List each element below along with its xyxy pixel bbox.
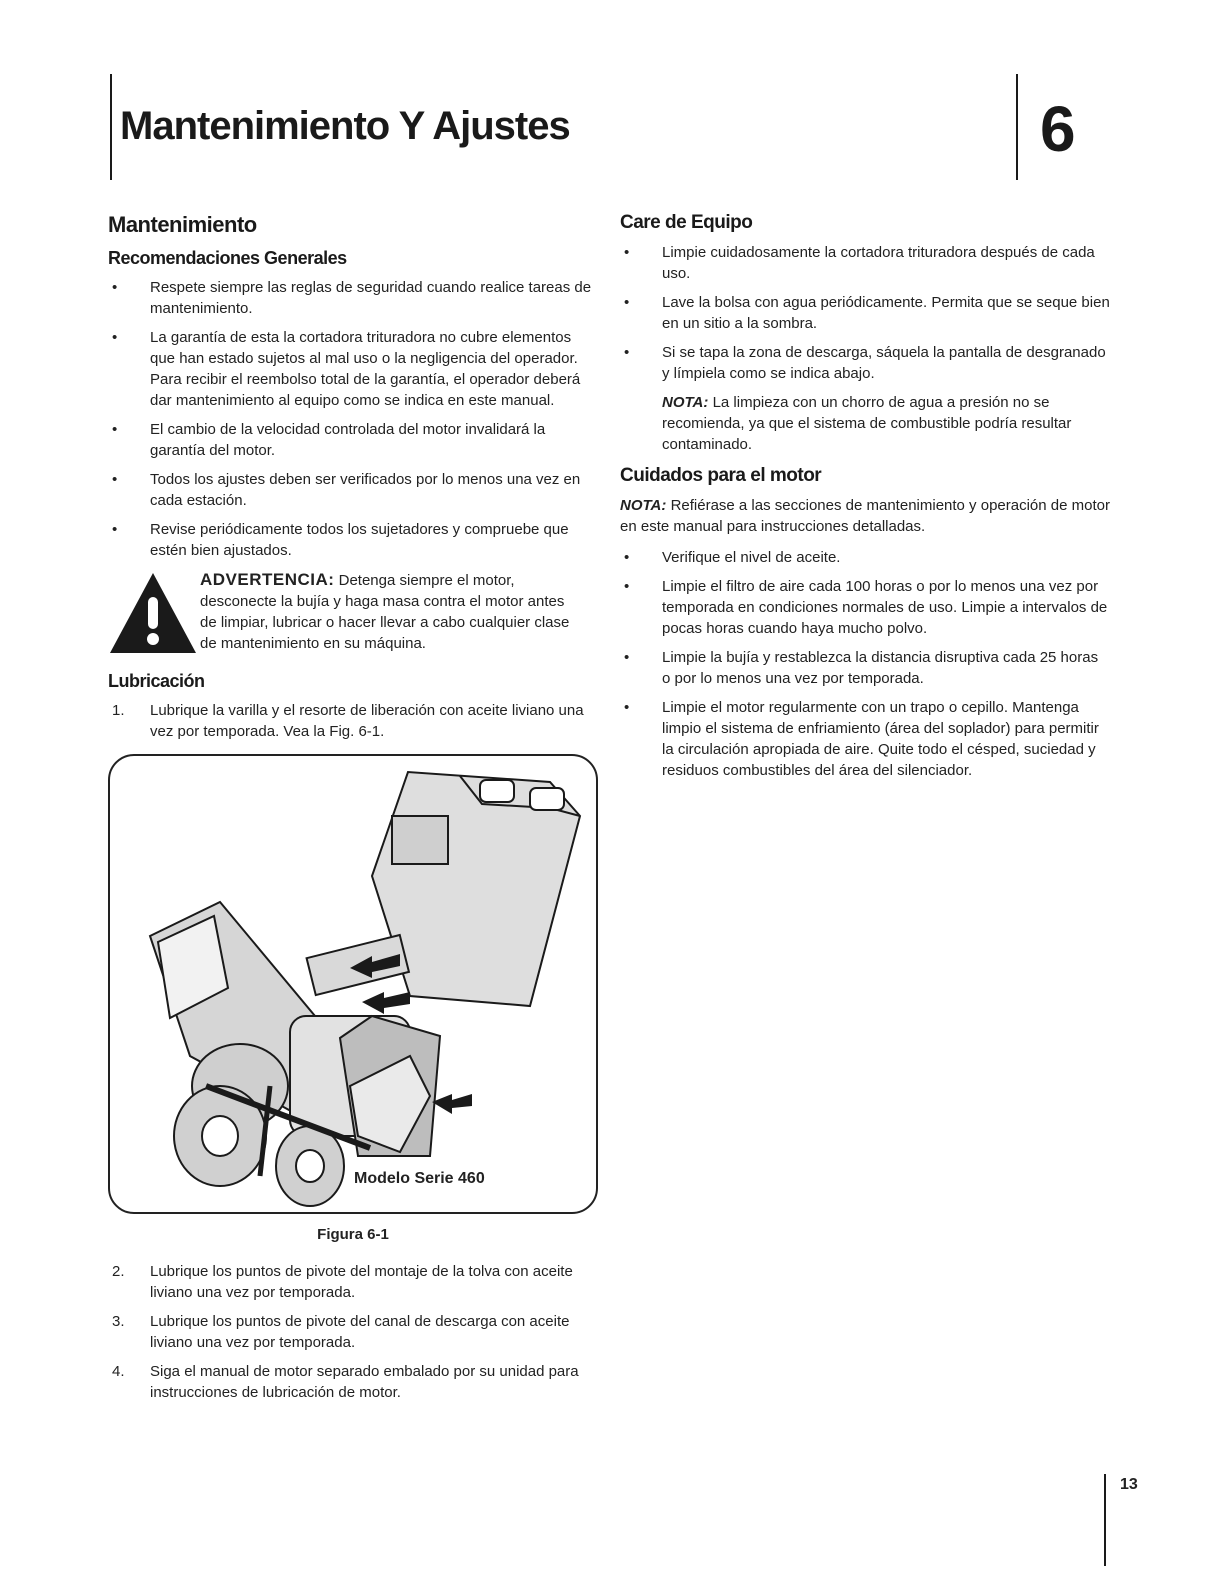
general-list [108,277,598,561]
care-note [620,392,1110,455]
care-note-label: NOTA: [662,394,709,411]
list-item: 4. Siga el manual de motor separado embalado por su unidad para instrucciones de lubricación de motor. [112,1363,579,1401]
engine-list [620,547,1110,781]
chipper-shredder-illustration [110,756,596,1212]
engine-note [620,495,1110,537]
engine-title: Cuidados para el motor [620,465,822,486]
figure-model-label: Modelo Serie 460 [354,1170,485,1187]
warning-icon [108,571,198,655]
list-item: 1. Lubrique la varilla y el resorte de liberación con aceite liviano una vez por temporada. Vea la Fig. 6-1. [112,702,584,740]
list-item: • Limpie la bujía y restablezca la distancia disruptiva cada 25 horas o por lo menos una vez por temporada. [624,649,1099,687]
list-item: • Verifique el nivel de aceite. [624,549,841,566]
list-item: 3. Lubrique los puntos de pivote del canal de descarga con aceite liviano una vez por temporada. [112,1313,570,1351]
right-column [620,212,1110,789]
header-right-rule [1016,74,1018,180]
chapter-title: Mantenimiento Y Ajustes [120,104,570,148]
care-note-text: La limpieza con un chorro de agua a presión no se recomienda, ya que el sistema de combustible podría resultar contaminado. [662,394,1072,453]
lubrication-steps-1 [108,700,598,742]
engine-note-text: Refiérase a las secciones de mantenimiento y operación de motor en este manual para instrucciones detalladas. [620,497,1110,535]
warning-text: Detenga siempre el motor, desconecte la bujía y haga masa contra el motor antes de limpiar, lubricar o hacer llevar a cabo cualquier clase de mantenimiento en su máquina. [200,572,570,652]
header-left-rule [110,74,112,180]
list-item: • Revise periódicamente todos los sujetadores y compruebe que estén bien ajustados. [112,521,569,559]
figure-6-1 [108,754,598,1214]
engine-note-label: NOTA: [620,497,667,514]
page-number: 13 [1120,1476,1138,1493]
left-column [108,212,598,1411]
list-item: • Si se tapa la zona de descarga, sáquela la pantalla de desgranado y límpiela como se indica abajo. [624,344,1106,382]
list-item: • Respete siempre las reglas de seguridad cuando realice tareas de mantenimiento. [112,279,592,317]
footer-rule [1104,1474,1106,1566]
list-item: • La garantía de esta la cortadora trituradora no cubre elementos que han estado sujetos al mal uso o la negligencia del operador. Para recibir el reembolso total de la garantía, el operador deberá dar mantenimiento al equipo como se indica en este manual. [112,329,581,409]
list-item: • Limpie el filtro de aire cada 100 horas o por lo menos una vez por temporada en condiciones normales de uso. Limpie a intervalos de pocas horas cuando haya mucho polvo. [624,578,1108,637]
list-item: • Limpie el motor regularmente con un trapo o cepillo. Mantenga limpio el sistema de enfriamiento (área del soplador) para permitir la circulación apropiada de aire. Quite todo el césped, suciedad y residuos combustibles del área del silenciador. [624,699,1099,779]
care-title: Care de Equipo [620,212,753,233]
list-item: • Todos los ajustes deben ser verificados por lo menos una vez en cada estación. [112,471,581,509]
lubrication-steps-2 [108,1261,598,1403]
lubrication-title: Lubricación [108,671,205,691]
chapter-number: 6 [1040,93,1076,165]
warning-lead: ADVERTENCIA: [200,570,335,589]
section-title: Mantenimiento [108,212,257,237]
list-item: • Lave la bolsa con agua periódicamente. Permita que se seque bien en un sitio a la sombra. [624,294,1110,332]
warning-box [108,569,598,661]
list-item: • El cambio de la velocidad controlada del motor invalidará la garantía del motor. [112,421,546,459]
list-item: 2. Lubrique los puntos de pivote del montaje de la tolva con aceite liviano una vez por temporada. [112,1263,573,1301]
general-title: Recomendaciones Generales [108,248,347,268]
figure-caption: Figura 6-1 [317,1226,389,1243]
care-list [620,242,1110,384]
list-item: • Limpie cuidadosamente la cortadora trituradora después de cada uso. [624,244,1095,282]
